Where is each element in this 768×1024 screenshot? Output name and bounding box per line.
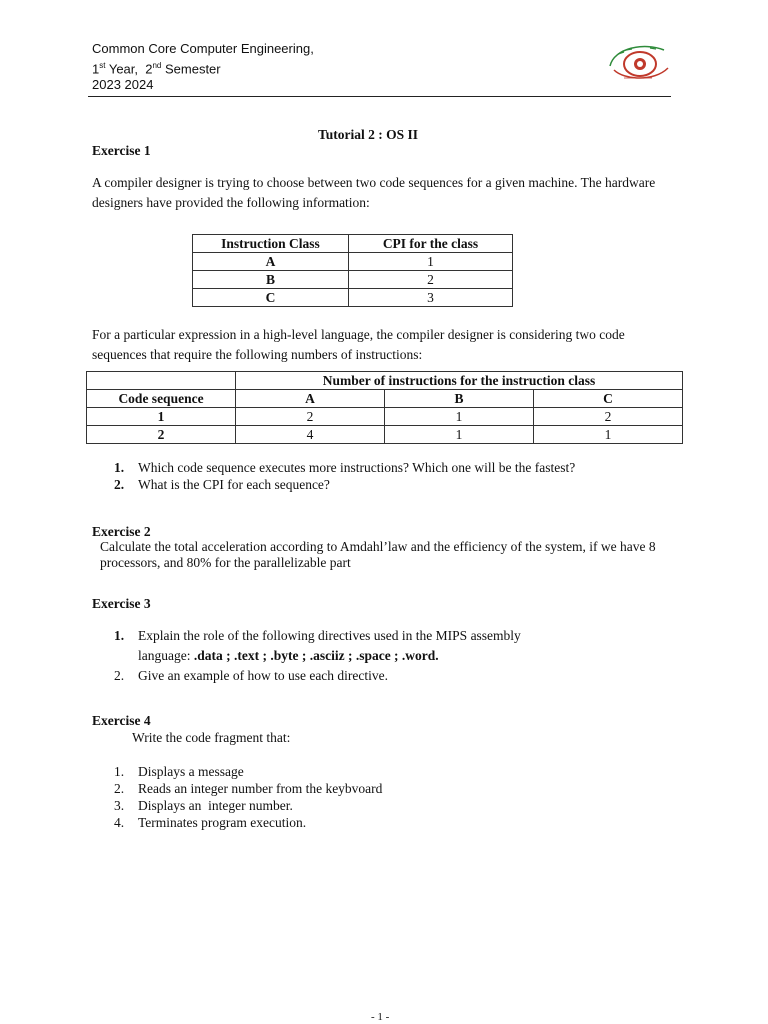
exercise4-items [92, 763, 692, 831]
list-item: 2. What is the CPI for each sequence? [114, 477, 330, 492]
table-header: C [534, 390, 683, 408]
header-year-semester: 1st Year, 2nd Semester [92, 60, 221, 76]
table-row: C 3 [193, 289, 513, 307]
exercise3-questions [92, 626, 692, 684]
list-item: 2. Reads an integer number from the keybvoard [114, 781, 383, 796]
list-item: 1. Which code sequence executes more instructions? Which one will be the fastest? [114, 460, 576, 475]
table-row: A 1 [193, 253, 513, 271]
table-row: 2 4 1 1 [87, 426, 683, 444]
table-header: A [236, 390, 385, 408]
table-group-header: Number of instructions for the instruction class [236, 372, 683, 390]
table-header: B [385, 390, 534, 408]
exercise1-questions [92, 459, 692, 493]
university-logo-icon [604, 40, 672, 86]
exercise1-intro: A compiler designer is trying to choose between two code sequences for a given machine. The hardware designers have provided the following information: [92, 175, 656, 210]
exercise4-intro: Write the code fragment that: [132, 730, 291, 745]
table-header: CPI for the class [349, 235, 513, 253]
page-number: - 1 - [371, 1011, 390, 1023]
instructions-table [86, 371, 683, 444]
exercise2-text: Calculate the total acceleration according to Amdahl’law and the efficiency of the system, if we have 8 processors, and 80% for the parallelizable part [100, 539, 656, 570]
exercise1-heading: Exercise 1 [92, 143, 151, 158]
header-academic-year: 2023 2024 [92, 77, 154, 93]
exercise4-heading: Exercise 4 [92, 713, 151, 728]
exercise3-heading: Exercise 3 [92, 596, 151, 611]
exercise1-para2: For a particular expression in a high-level language, the compiler designer is considering two code sequences that require the following numbers of instructions: [92, 327, 625, 362]
document-header [92, 41, 314, 94]
list-item: 4. Terminates program execution. [114, 815, 307, 830]
list-item: 1. Displays a message [114, 764, 244, 779]
page-title: Tutorial 2 : OS II [318, 127, 419, 142]
list-item: 3. Displays an integer number. [114, 798, 293, 813]
table-row: 1 2 1 2 [87, 408, 683, 426]
table-header: Instruction Class [193, 235, 349, 253]
cpi-table [192, 234, 513, 307]
header-divider [88, 96, 671, 97]
table-header: Code sequence [87, 390, 236, 408]
list-item: 1. Explain the role of the following directives used in the MIPS assembly language: .data ; .text ; .byte ; .asciiz ; .space ; .word. [114, 628, 521, 663]
list-item: 2. Give an example of how to use each directive. [114, 668, 389, 683]
header-course: Common Core Computer Engineering, [92, 41, 314, 56]
exercise2-heading: Exercise 2 [92, 524, 151, 539]
table-row: B 2 [193, 271, 513, 289]
